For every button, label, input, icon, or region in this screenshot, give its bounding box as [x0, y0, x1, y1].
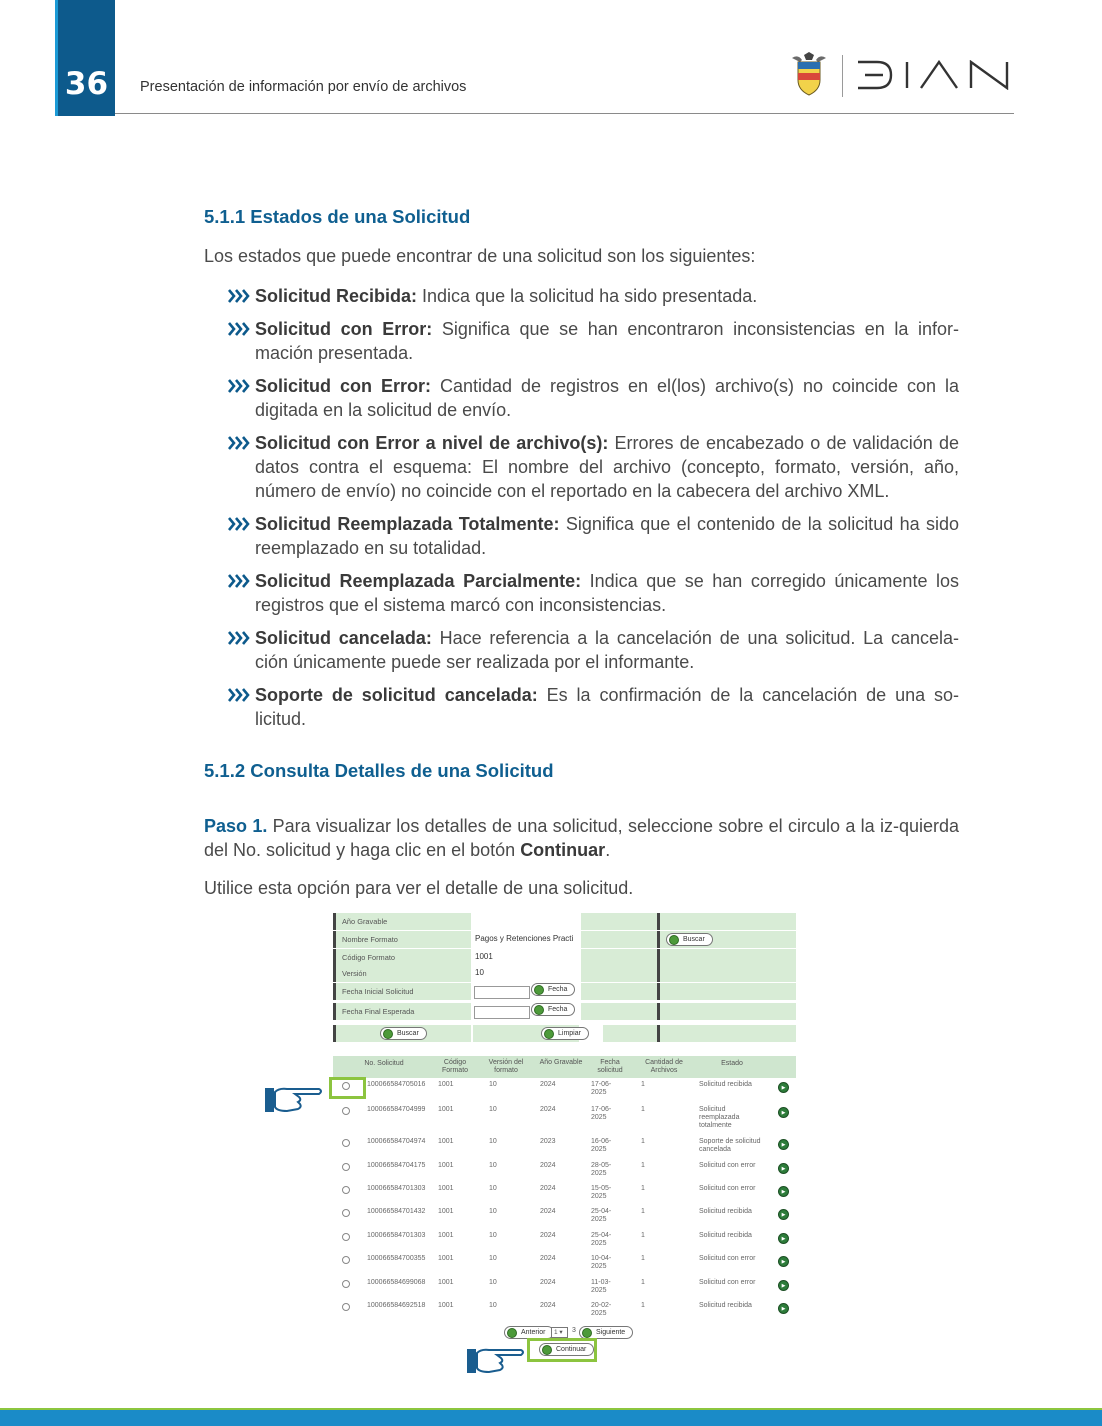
cell-id: 100066584704175 [367, 1162, 426, 1169]
column-header: Fecha solicitud [597, 1059, 623, 1074]
form-label: Fecha Final Esperada [333, 1003, 471, 1020]
cell-version: 10 [489, 1302, 497, 1309]
cell-id: 100066584701303 [367, 1185, 426, 1192]
cell-id: 100066584701303 [367, 1232, 426, 1239]
detail-icon[interactable]: ▶ [778, 1139, 789, 1150]
step-bold: Continuar [520, 840, 606, 860]
cell-id: 100066584705016 [367, 1081, 426, 1088]
cell-codigo: 1001 [438, 1208, 454, 1215]
detail-icon[interactable]: ▶ [778, 1256, 789, 1267]
select-row-radio[interactable] [342, 1233, 350, 1241]
cell-estado: Solicitud reemplazada totalmente [699, 1106, 740, 1129]
cell-fecha: 28-05-2025 [591, 1162, 612, 1177]
step-1-paragraph [204, 814, 959, 862]
section-512-note: Utilice esta opción para ver el detalle de una solicitud. [204, 878, 634, 898]
triple-chevron-icon [228, 573, 250, 589]
step-text: Para visualizar los detalles de una solicitud, seleccione sobre el circulo a la iz-quierda del No. solicitud y haga clic en el botón [204, 816, 959, 860]
cell-version: 10 [489, 1255, 497, 1262]
cell-anio: 2024 [540, 1232, 556, 1239]
cell-fecha: 15-05-2025 [591, 1185, 612, 1200]
cell-anio: 2024 [540, 1302, 556, 1309]
buscar-button-2[interactable]: Buscar [380, 1027, 427, 1040]
cell-id: 100066584704999 [367, 1106, 426, 1113]
select-row-radio[interactable] [342, 1280, 350, 1288]
cell-cant: 1 [641, 1138, 645, 1145]
cell-anio: 2024 [540, 1255, 556, 1262]
form-value[interactable]: 1001 [475, 952, 493, 961]
status-desc: Significa que el contenido de la solicitud ha sido reemplazado en su totalidad. [255, 514, 959, 558]
section-heading-512: 5.1.2 Consulta Detalles de una Solicitud [204, 760, 554, 781]
form-row [333, 931, 796, 948]
form-label: Fecha Inicial Solicitud [333, 983, 471, 1000]
cell-fecha: 16-06-2025 [591, 1138, 612, 1153]
form-row [333, 965, 796, 982]
cell-id: 100066584701432 [367, 1208, 426, 1215]
step-end: . [605, 840, 611, 860]
limpiar-button[interactable]: Limpiar [541, 1027, 589, 1040]
select-row-radio[interactable] [342, 1303, 350, 1311]
cell-id: 100066584699068 [367, 1279, 426, 1286]
cell-codigo: 1001 [438, 1185, 454, 1192]
page-number: 36 [64, 66, 109, 102]
cell-estado: Solicitud con error [699, 1185, 756, 1192]
pointing-hand-icon [265, 1084, 323, 1114]
status-term: Solicitud Reemplazada Parcialmente: [255, 571, 582, 591]
status-desc: Es la confirmación de la cancelación de una so-licitud. [255, 685, 959, 729]
status-term: Solicitud Reemplazada Totalmente: [255, 514, 560, 534]
next-icon [582, 1328, 592, 1338]
consulta-screenshot [333, 913, 796, 1353]
cell-estado: Solicitud recibida [699, 1081, 752, 1088]
status-term: Solicitud con Error: [255, 376, 431, 396]
section-511-intro: Los estados que puede encontrar de una solicitud son los siguientes: [204, 246, 756, 266]
form-row [333, 1003, 796, 1020]
cell-codigo: 1001 [438, 1138, 454, 1145]
cell-anio: 2023 [540, 1138, 556, 1145]
status-item [228, 626, 959, 674]
cell-version: 10 [489, 1279, 497, 1286]
cell-codigo: 1001 [438, 1081, 454, 1088]
triple-chevron-icon [228, 321, 250, 337]
select-row-radio[interactable] [342, 1163, 350, 1171]
cell-fecha: 17-06-2025 [591, 1106, 612, 1121]
dian-logo [855, 60, 1015, 90]
status-desc: Errores de encabezado o de validación de datos contra el esquema: El nombre del archivo (concepto, formato, versión, año, número de envío) no coincide con el reportado en la cabecera del archivo XML. [255, 433, 960, 501]
radio-highlight [329, 1077, 366, 1099]
cell-estado: Soporte de solicitud cancelada [699, 1138, 761, 1153]
triple-chevron-icon [228, 288, 250, 304]
cell-version: 10 [489, 1185, 497, 1192]
triple-chevron-icon [228, 687, 250, 703]
cell-fecha: 20-02-2025 [591, 1302, 612, 1317]
cell-version: 10 [489, 1081, 497, 1088]
status-item [228, 317, 959, 365]
status-desc: Significa que se han encontraron inconsistencias en la infor-mación presentada. [255, 319, 959, 363]
form-value[interactable] [473, 913, 579, 930]
status-term: Solicitud cancelada: [255, 628, 432, 648]
select-row-radio[interactable] [342, 1209, 350, 1217]
detail-icon[interactable]: ▶ [778, 1107, 789, 1118]
cell-codigo: 1001 [438, 1255, 454, 1262]
cell-version: 10 [489, 1162, 497, 1169]
buscar-button[interactable]: Buscar [666, 933, 713, 946]
cell-fecha: 10-04-2025 [591, 1255, 612, 1270]
step-label: Paso 1. [204, 816, 268, 836]
go-icon [669, 935, 679, 945]
cell-cant: 1 [641, 1232, 645, 1239]
status-term: Solicitud con Error a nivel de archivo(s): [255, 433, 609, 453]
cell-id: 100066584704974 [367, 1138, 426, 1145]
form-label: Versión [333, 965, 471, 982]
cell-cant: 1 [641, 1081, 645, 1088]
cell-estado: Solicitud recibida [699, 1302, 752, 1309]
cell-codigo: 1001 [438, 1106, 454, 1113]
page-select[interactable]: 1 ▾ [551, 1327, 568, 1338]
results-table-header [333, 1056, 796, 1078]
status-list [228, 284, 959, 740]
go-icon [383, 1029, 393, 1039]
column-header: Año Gravable [539, 1059, 583, 1066]
column-header: No. Solicitud [364, 1060, 404, 1067]
cell-id: 100066584692518 [367, 1302, 426, 1309]
form-label: Nombre Formato [333, 931, 471, 948]
cell-cant: 1 [641, 1185, 645, 1192]
header-title: Presentación de información por envío de archivos [140, 79, 467, 95]
cell-estado: Solicitud con error [699, 1162, 756, 1169]
status-term: Solicitud Recibida: [255, 286, 418, 306]
total-pages: 3 [572, 1327, 576, 1334]
form-actions-row [333, 1025, 796, 1042]
cell-cant: 1 [641, 1279, 645, 1286]
status-item [228, 569, 959, 617]
colombia-crest-icon [788, 52, 830, 98]
calendar-go-icon [534, 985, 544, 995]
cell-fecha: 17-06-2025 [591, 1081, 612, 1096]
cell-version: 10 [489, 1138, 497, 1145]
cell-anio: 2024 [540, 1208, 556, 1215]
select-row-radio[interactable] [342, 1107, 350, 1115]
triple-chevron-icon [228, 630, 250, 646]
column-header: Código Formato [441, 1059, 469, 1074]
cell-cant: 1 [641, 1208, 645, 1215]
detail-icon[interactable]: ▶ [778, 1186, 789, 1197]
form-label: Año Gravable [333, 913, 471, 930]
form-row [333, 913, 796, 930]
cell-codigo: 1001 [438, 1302, 454, 1309]
cell-fecha: 25-04-2025 [591, 1208, 612, 1223]
triple-chevron-icon [228, 378, 250, 394]
cell-fecha: 11-03-2025 [591, 1279, 611, 1294]
status-term: Solicitud con Error: [255, 319, 433, 339]
cell-codigo: 1001 [438, 1279, 454, 1286]
cell-anio: 2024 [540, 1279, 556, 1286]
status-desc: Cantidad de registros en el(los) archivo(s) no coincide con la digitada en la solicitud de envío. [255, 376, 959, 420]
status-desc: Indica que la solicitud ha sido presentada. [417, 286, 758, 306]
cell-version: 10 [489, 1232, 497, 1239]
siguiente-button[interactable]: Siguiente [579, 1326, 633, 1339]
detail-icon[interactable]: ▶ [778, 1163, 789, 1174]
status-item [228, 284, 959, 308]
cell-estado: Solicitud recibida [699, 1232, 752, 1239]
form-label: Código Formato [333, 949, 471, 966]
select-row-radio[interactable] [342, 1256, 350, 1264]
cell-estado: Solicitud con error [699, 1255, 756, 1262]
fecha-inicial-button[interactable]: Fecha [531, 983, 575, 996]
cell-anio: 2024 [540, 1106, 556, 1113]
form-row [333, 949, 796, 966]
select-row-radio[interactable] [342, 1186, 350, 1194]
column-header: Estado [721, 1060, 743, 1067]
cell-anio: 2024 [540, 1081, 556, 1088]
status-desc: Hace referencia a la cancelación de una solicitud. La cancela-ción únicamente puede ser realizada por el informante. [255, 628, 959, 672]
cell-version: 10 [489, 1106, 497, 1113]
cell-cant: 1 [641, 1255, 645, 1262]
form-row [333, 983, 796, 1000]
status-term: Soporte de solicitud cancelada: [255, 685, 538, 705]
cell-cant: 1 [641, 1302, 645, 1309]
form-value[interactable]: Pagos y Retenciones Practi [475, 934, 574, 943]
header-divider [115, 113, 1014, 114]
section-heading-511: 5.1.1 Estados de una Solicitud [204, 206, 471, 227]
cell-codigo: 1001 [438, 1162, 454, 1169]
fecha-final-input[interactable] [474, 1006, 530, 1019]
pointing-hand-icon [467, 1345, 525, 1375]
logo-divider [842, 55, 843, 97]
cell-id: 100066584700355 [367, 1255, 426, 1262]
detail-icon[interactable]: ▶ [778, 1233, 789, 1244]
status-item [228, 512, 959, 560]
status-item [228, 374, 959, 422]
detail-icon[interactable]: ▶ [778, 1082, 789, 1093]
clear-icon [544, 1029, 554, 1039]
cell-estado: Solicitud con error [699, 1279, 756, 1286]
detail-icon[interactable]: ▶ [778, 1280, 789, 1291]
calendar-go-icon [534, 1005, 544, 1015]
cell-fecha: 25-04-2025 [591, 1232, 612, 1247]
anterior-button[interactable]: Anterior [504, 1326, 554, 1339]
cell-cant: 1 [641, 1162, 645, 1169]
cell-anio: 2024 [540, 1185, 556, 1192]
fecha-final-button[interactable]: Fecha [531, 1003, 575, 1016]
prev-icon [507, 1328, 517, 1338]
cell-codigo: 1001 [438, 1232, 454, 1239]
triple-chevron-icon [228, 435, 250, 451]
continuar-highlight [527, 1338, 597, 1362]
form-value[interactable]: 10 [475, 968, 484, 977]
cell-anio: 2024 [540, 1162, 556, 1169]
column-header: Versión del formato [488, 1059, 524, 1074]
footer-stripe-blue [0, 1410, 1102, 1426]
detail-icon[interactable]: ▶ [778, 1209, 789, 1220]
select-row-radio[interactable] [342, 1139, 350, 1147]
column-header: Cantidad de Archivos [645, 1059, 683, 1074]
status-item [228, 683, 959, 731]
cell-cant: 1 [641, 1106, 645, 1113]
status-item [228, 431, 959, 503]
cell-version: 10 [489, 1208, 497, 1215]
triple-chevron-icon [228, 516, 250, 532]
fecha-inicial-input[interactable] [474, 986, 530, 999]
cell-estado: Solicitud recibida [699, 1208, 752, 1215]
continuar-button[interactable]: Continuar [539, 1343, 594, 1356]
status-desc: Indica que se han corregido únicamente los registros que el sistema marcó con inconsistencias. [255, 571, 959, 615]
detail-icon[interactable]: ▶ [778, 1303, 789, 1314]
